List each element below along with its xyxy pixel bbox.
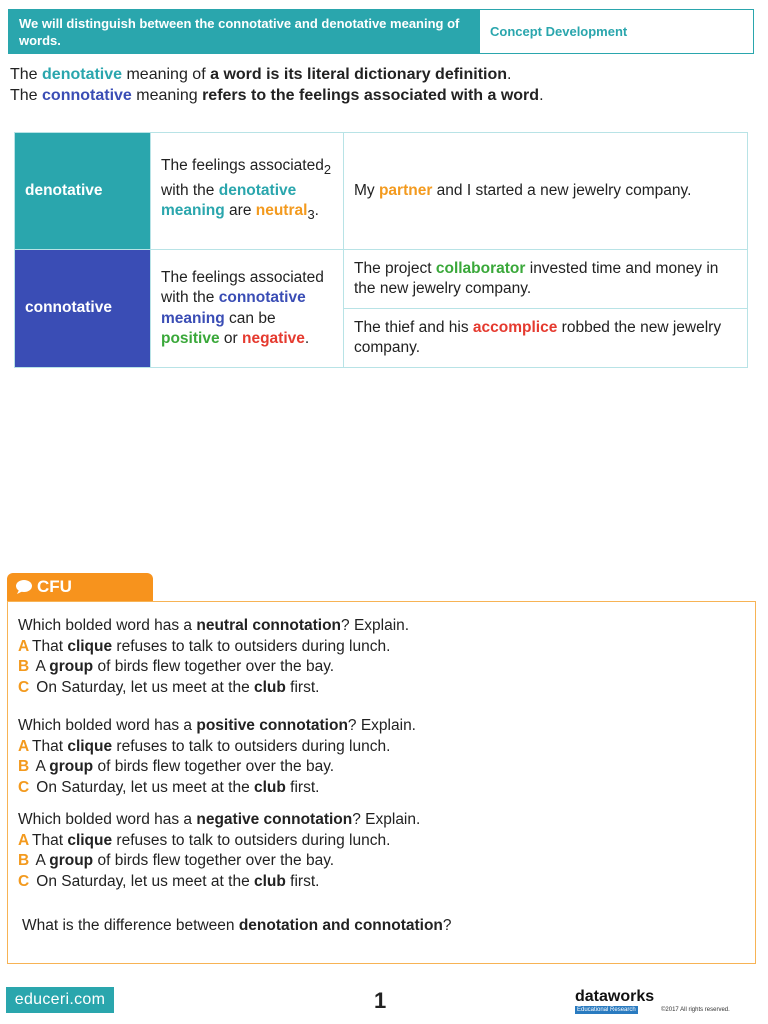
cfu-tab	[7, 573, 153, 601]
denotative-term: denotative	[42, 66, 123, 83]
connotative-definition: The connotative meaning refers to the feelings associated with a word.	[10, 87, 544, 104]
dataworks-logo: dataworks	[575, 988, 655, 1005]
dataworks-tagline: Educational Research	[577, 1007, 636, 1013]
denotative-example: My partner and I started a new jewelry company.	[344, 133, 748, 250]
option-b: B A group of birds flew together over the bay.	[18, 758, 335, 776]
option-b: B A group of birds flew together over the bay.	[18, 852, 335, 870]
speech-bubble-icon	[15, 579, 33, 595]
meaning-comparison-table	[14, 132, 748, 368]
table-row	[15, 250, 748, 309]
cfu-question-negative	[18, 810, 420, 893]
table-row	[15, 133, 748, 250]
option-a: A That clique refuses to talk to outsiders during lunch.	[18, 637, 391, 655]
denotative-description: The feelings associated$_2$ with the denotative meaning are neutral$_3$.	[151, 133, 344, 250]
cfu-questions-box	[7, 601, 756, 964]
question-prompt: Which bolded word has a positive connotation? Explain.	[18, 717, 416, 734]
cfu-question-difference: What is the difference between denotation and connotation?	[22, 917, 452, 934]
intro-definitions	[10, 64, 544, 106]
option-c: C On Saturday, let us meet at the club first.	[18, 779, 320, 797]
option-a: A That clique refuses to talk to outsiders during lunch.	[18, 737, 391, 755]
cfu-question-neutral	[18, 616, 409, 699]
header-banner	[8, 9, 754, 54]
connotative-label-cell: connotative	[15, 250, 151, 368]
copyright-text: ©2017 All rights reserved.	[661, 1007, 730, 1013]
positive-connotation-example: The project collaborator invested time and money in the new jewelry company.	[344, 250, 748, 309]
option-b: B A group of birds flew together over the bay.	[18, 658, 335, 676]
page-number: 1	[374, 988, 387, 1013]
cfu-label: CFU	[37, 577, 72, 596]
lesson-category: Concept Development	[479, 10, 753, 53]
option-c: C On Saturday, let us meet at the club first.	[18, 679, 320, 697]
option-a: A That clique refuses to talk to outsiders during lunch.	[18, 831, 391, 849]
learning-objective: We will distinguish between the connotative and denotative meaning of words.	[9, 10, 479, 53]
denotative-definition: The denotative meaning of a word is its literal dictionary definition.	[10, 66, 512, 83]
denotative-label-cell: denotative	[15, 133, 151, 250]
option-c: C On Saturday, let us meet at the club first.	[18, 873, 320, 891]
negative-connotation-example: The thief and his accomplice robbed the new jewelry company.	[344, 309, 748, 368]
educeri-logo: educeri.com	[6, 987, 114, 1013]
connotative-term: connotative	[42, 87, 132, 104]
question-prompt: Which bolded word has a neutral connotation? Explain.	[18, 617, 410, 634]
cfu-question-positive	[18, 716, 416, 799]
connotative-description: The feelings associated with the connotative meaning can be positive or negative.	[151, 250, 344, 368]
question-prompt: Which bolded word has a negative connotation? Explain.	[18, 811, 421, 828]
